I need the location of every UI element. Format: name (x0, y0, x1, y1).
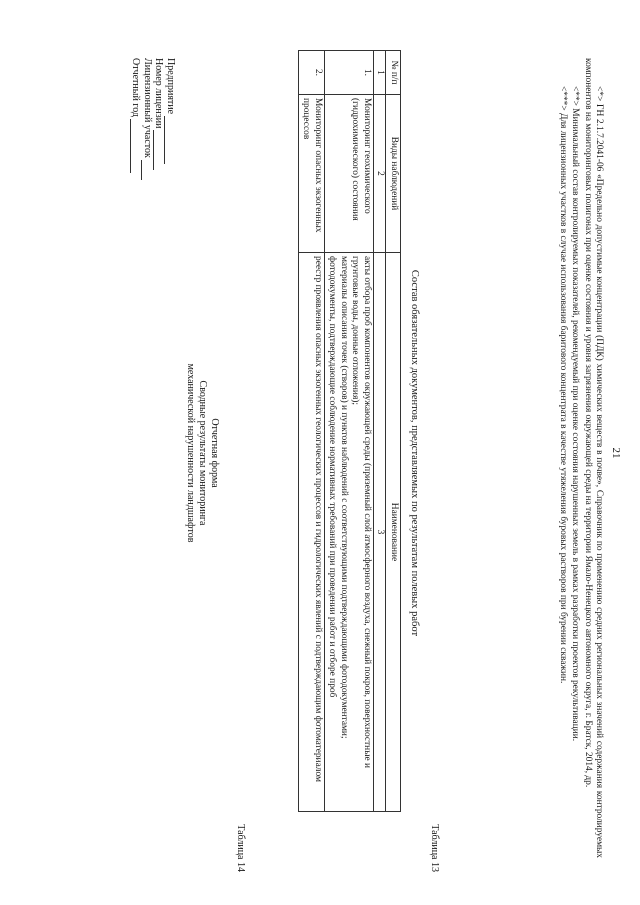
doc-item: акты отбора проб компонентов окружающей среды (приземный слой атмосферного воздуха, снежный покров, поверхностные и грунтовые воды, донные отложения); (350, 256, 372, 769)
table-row (325, 51, 374, 812)
blank-line (153, 130, 163, 170)
field-license-area (142, 58, 154, 180)
table13-caption: Состав обязательных документов, представляемых по результатам полевых работ (409, 269, 420, 637)
header-type: Виды наблюдений (386, 95, 401, 253)
footnote-3: <***> Для лицензионных участков в случае использования баритового концентрата в качестве утяжеления буровых растворов при бурении скважин. (558, 86, 569, 684)
footnote-1: <*> ГН 2.1.7.2041-06 «Предельно допустимые концентрации (ПДК) химических веществ в почве», Справочник по применению средних региональных значений содержания контролируемых компонентов на мониторинговых полигонах при оценке состояния и уровня загрязнения окружающей среды на территории Ямало-Ненецкого автономного округа, г. Братск, 2014, др. (582, 58, 604, 858)
colnum-2: 2 (374, 95, 387, 253)
doc-item: материалы описания точек (створов) и пунктов наблюдений с соответствующими подтверждающими фотодокументами; (339, 256, 349, 739)
form-title-line-1: Сводные результаты мониторинга (197, 380, 208, 526)
field-label: Отчетный год (130, 58, 142, 118)
page-number: 21 (610, 447, 622, 459)
table-header-row (386, 51, 401, 812)
row-docs (299, 253, 325, 812)
row-docs (325, 253, 374, 812)
form-title: Отчетная форма (209, 418, 220, 488)
field-label: Номер лицензии (153, 58, 165, 129)
field-label: Лицензионный участок (142, 58, 153, 158)
blank-line (165, 116, 175, 164)
field-label: Предприятие (165, 58, 176, 115)
column-numbers-row (374, 51, 387, 812)
table13 (298, 50, 401, 812)
form-fields (130, 58, 176, 180)
table-row (299, 51, 325, 812)
rotated-page (38, 18, 638, 888)
row-num: 2. (299, 51, 325, 95)
row-num: 1. (325, 51, 374, 95)
row-type: Мониторинг опасных экзогенных процессов (299, 95, 325, 253)
colnum-1: 1 (374, 51, 387, 95)
form-title-line-2: механической нарушенности ландшафтов (185, 363, 196, 543)
row-type: Мониторинг геохимического (гидрохимического) состояния (325, 95, 374, 253)
blank-line (130, 119, 140, 173)
doc-item: реестр проявления опасных экзогенных геологических процессов и гидрологических явлений с подтверждающим фотоматериалом (313, 256, 323, 782)
field-license-number (153, 58, 165, 180)
doc-item: фотодокументы, подтверждающие соблюдение нормативных требований при проведении работ и отборе проб (327, 256, 338, 698)
footnotes (556, 58, 604, 858)
footnote-2: <**> Минимальный состав контролируемых показателей, рекомендуемый при оценке состояния нарушенных земель в рамках разработки проектов рекультивации. (570, 86, 581, 742)
table13-label: Таблица 13 (429, 824, 440, 872)
header-num: № п/п (386, 51, 401, 95)
table14-label: Таблица 14 (235, 824, 246, 872)
header-name: Наименование (386, 253, 401, 812)
blank-line (142, 160, 152, 180)
report-form-title (184, 18, 220, 888)
colnum-3: 3 (374, 253, 387, 812)
field-enterprise (165, 58, 177, 180)
field-report-year (130, 58, 142, 180)
